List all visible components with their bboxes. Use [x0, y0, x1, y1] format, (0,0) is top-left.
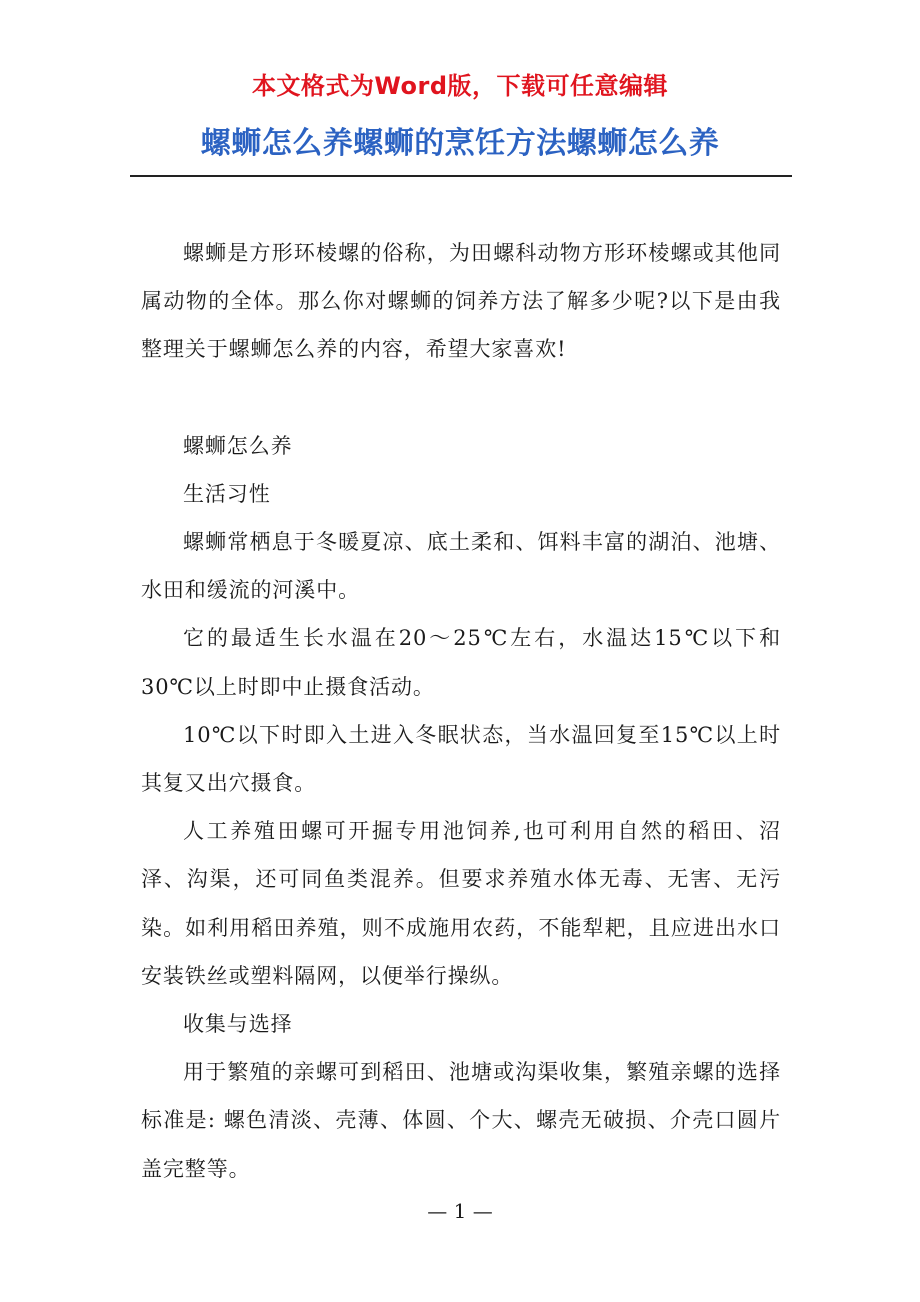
format-notice: 本文格式为Word版，下载可任意编辑 [251, 72, 669, 100]
paragraph-hibernation: 10℃以下时即入土进入冬眠状态，当水温回复至15℃以上时其复又出穴摄食。 [141, 722, 781, 796]
subheading-living-habits: 生活习性 [183, 481, 271, 506]
subheading-collection-selection: 收集与选择 [183, 1012, 293, 1037]
document-title: 螺蛳怎么养螺蛳的烹饪方法螺蛳怎么养 [200, 126, 720, 161]
title-divider [130, 175, 792, 177]
paragraph-selection-criteria: 用于繁殖的亲螺可到稻田、池塘或沟渠收集，繁殖亲螺的选择标准是: 螺色清淡、壳薄、体圆、个大、螺壳无破损、介壳口圆片盖完整等。 [141, 1060, 781, 1181]
paragraph-artificial-breeding: 人工养殖田螺可开掘专用池饲养,也可利用自然的稻田、沼泽、沟渠，还可同鱼类混养。但要求养殖水体无毒、无害、无污染。如利用稻田养殖，则不成施用农药，不能犁耙，且应进出水口安装铁丝或塑料隔网，以便举行操纵。 [141, 819, 781, 988]
section-heading-how-to-raise: 螺蛳怎么养 [183, 433, 293, 458]
document-body [141, 229, 781, 1193]
paragraph-habitat: 螺蛳常栖息于冬暖夏凉、底土柔和、饵料丰富的湖泊、池塘、水田和缓流的河溪中。 [141, 530, 781, 603]
page-number: — 1 — [427, 1199, 493, 1223]
intro-paragraph: 螺蛳是方形环棱螺的俗称，为田螺科动物方形环棱螺或其他同属动物的全体。那么你对螺蛳的饲养方法了解多少呢?以下是由我整理关于螺蛳怎么养的内容，希望大家喜欢! [141, 241, 781, 362]
paragraph-water-temperature: 它的最适生长水温在20～25℃左右，水温达15℃以下和30℃以上时即中止摄食活动。 [141, 626, 781, 699]
